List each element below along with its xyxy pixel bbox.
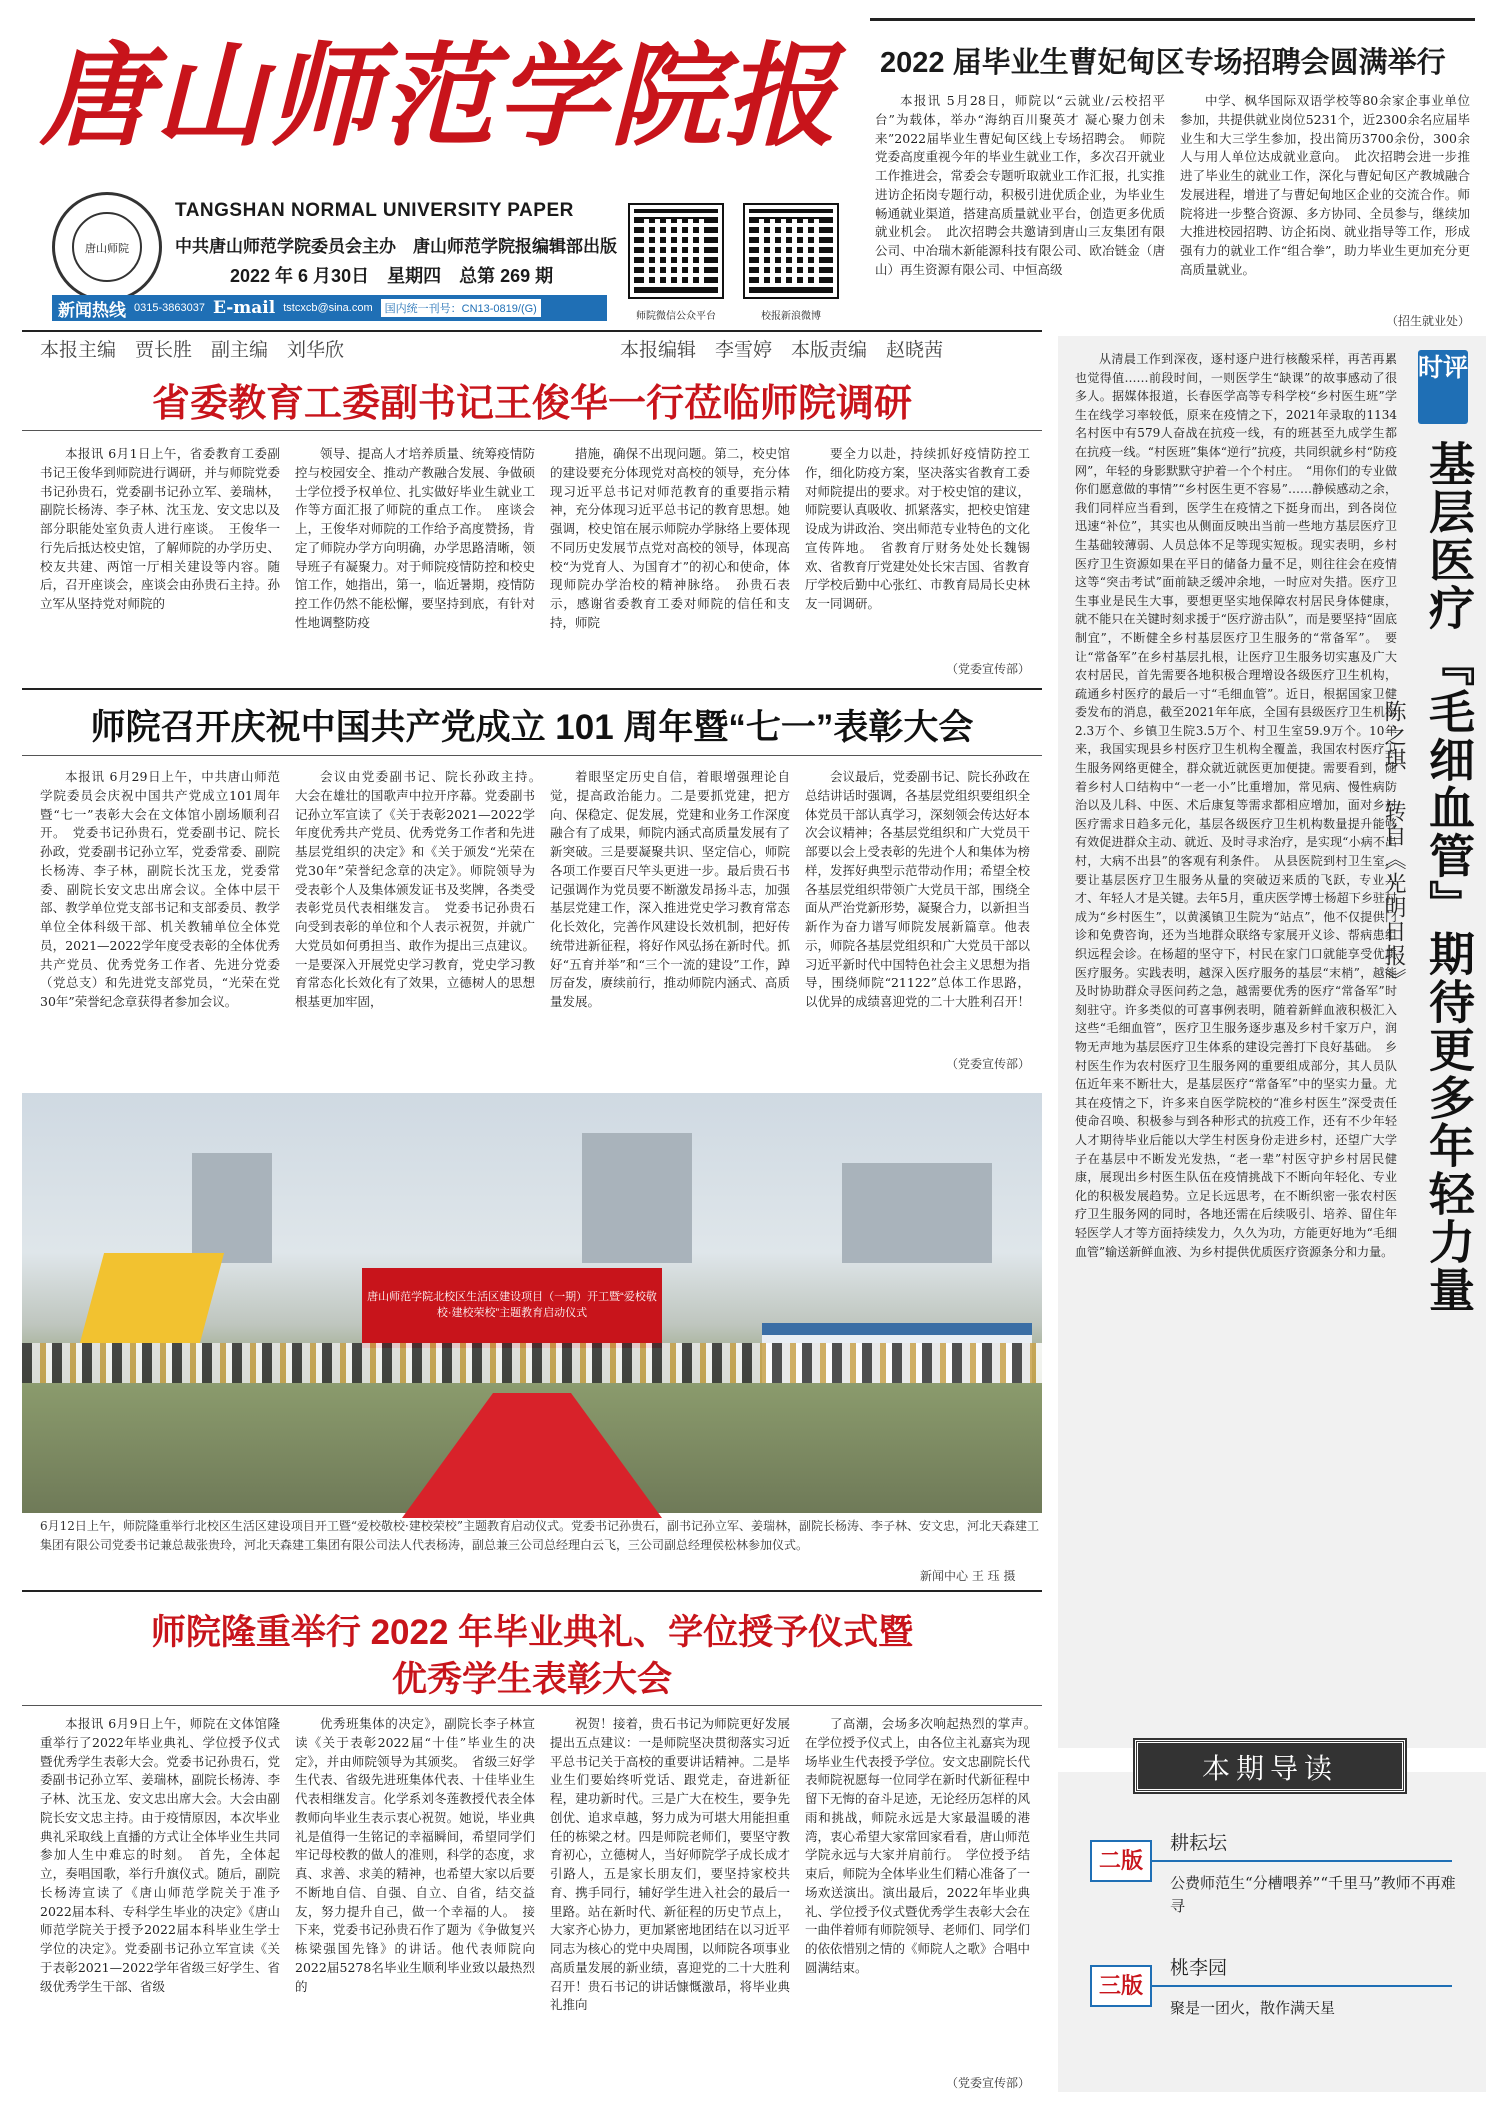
story1-col2: 领导、提高人才培养质量、统筹疫情防控与校园安全、推动产教融合发展、争做硕士学位授予权单位、扎实做好毕业生就业工作等方面汇报了师院的重点工作。 座谈会上，王俊华对师院的工作给予高度赞扬，肯定了师院办学方向明确，办学思路清晰，领导班子有凝聚力。对于师院疫情防控和校史馆工作，她指出，第一，临近暑期，疫情防控工作仍然不能松懈，要坚持到底，有针对性地调整防疫	[295, 446, 535, 630]
guide-section-name: 桃李园	[1170, 1957, 1228, 1979]
story2-rule	[22, 755, 1042, 756]
top-story-headline: 2022 届毕业生曹妃甸区专场招聘会圆满举行	[880, 47, 1446, 79]
story2-col3: 着眼坚定历史自信，着眼增强理论自觉，提高政治能力。二是要抓党建，把方向、保稳定、促发展，党建和业务工作深度融合有了成果，师院内涵式高质量发展有了新突破。三是要凝聚共识、坚定信心，师院各项工作要百尺竿头更进一步。最后贵石书记强调作为党员要不断激发昂扬斗志，加强基层党建工作，深入推进党史学习教育常态化长效化，完善作风建设长效机制，把好传统带进新征程，将好作风弘扬在新时代。抓好“五育并举”和“三个一流的建设”工作，踔厉奋发，赓续前行，推动师院内涵式、高质量发展。	[550, 769, 790, 1009]
commentary-author: 陈之琪	[1381, 700, 1406, 772]
ceremony-photo	[22, 1093, 1042, 1513]
story3-col3: 祝贺！接着，贵石书记为师院更好发展提出五点建议：一是师院坚决贯彻落实习近平总书记关于高校的重要讲话精神。二是毕业生们要始终听党话、跟党走，奋进新征程，建功新时代。三是广大在校生，要争先创优、追求卓越，努力成为可堪大用能担重任的栋梁之材。四是师院老师们，要坚守教育初心，立德树人，当好师院学子成长成才引路人，五是家长朋友们，要坚持家校共育、携手同行，辅好学生进入社会的最后一里路。站在新时代、新征程的历史节点上，大家齐心协力，更加紧密地团结在以习近平同志为核心的党中央周围，以师院各项事业高质量发展的新业绩，喜迎党的二十大胜利召开！贵石书记的讲话慷慨激昂，将毕业典礼推向	[550, 1716, 790, 2013]
masthead-rule	[22, 330, 1042, 332]
story2-top-rule	[22, 688, 1042, 690]
guide-section-name: 耕耘坛	[1170, 1832, 1228, 1854]
story3-headline-line1: 师院隆重举行 2022 年毕业典礼、学位授予仪式暨	[150, 1613, 914, 1652]
story2-headline: 师院召开庆祝中国共产党成立 101 周年暨“七一”表彰大会	[90, 708, 974, 747]
email-address: tstcxcb@sina.com	[283, 302, 373, 314]
weibo-qr-label: 校报新浪微博	[761, 311, 821, 322]
story2-sign: （党委宣传部）	[945, 1057, 1030, 1071]
editor-credits-left: 本报主编 贾长胜 副主编 刘华欣	[40, 339, 345, 361]
photo-building	[192, 1153, 272, 1263]
story2-col2: 会议由党委副书记、院长孙政主持。 大会在雄壮的国歌声中拉开序幕。党委副书记孙立军宣读了《关于表彰2021—2022学年度优秀共产党员、优秀党务工作者和先进基层党组织的决定》和《关于颁发“光荣在党30年”荣誉纪念章的决定》。师院领导为受表彰个人及集体颁发证书及奖牌，各类受表彰党员代表相继发言。 党委书记孙贵石向受到表彰的单位和个人表示祝贺，并就广大党员如何勇担当、敢作为提出三点建议。一是要深入开展党史学习教育，党史学习教育常态化长效化有了效果，立德树人的思想根基更加牢固，	[295, 769, 548, 1009]
guide-section-desc: 公费师范生“分槽喂养”“千里马”教师不再难寻	[1170, 1874, 1456, 1915]
hotline-number: 0315-3863037	[134, 302, 205, 314]
hotline-bar	[52, 295, 607, 321]
story3-col4: 了高潮，会场多次响起热烈的掌声。 在学位授予仪式上，由各位主礼嘉宾为现场毕业生代表授予学位。安文忠副院长代表师院祝愿每一位同学在新时代新征程中留下无悔的奋斗足迹，无论经历怎样的风雨和挑战，师院永远是大家最温暖的港湾，衷心希望大家常回家看看，唐山师范学院永远与大家并肩前行。 学位授予结束后，师院为全体毕业生们精心准备了一场欢送演出。演出最后，2022年毕业典礼、学位授予仪式暨优秀学生表彰大会在一曲伴着师有师院领导、老师们、同学们的依依惜别之情的《师院人之歌》合唱中圆满结束。	[805, 1716, 1043, 1975]
story3-sign: （党委宣传部）	[945, 2076, 1030, 2090]
commentary-body: 从清晨工作到深夜，逐村逐户进行核酸采样，再苦再累也觉得值……前段时间，一则医学生“缺课”的故事感动了很多人。据媒体报道，长春医学高等专科学校“乡村医生班”学生在线学习率较低，原来在疫情之下，2021年录取的1134名村医中有579人奋战在抗疫一线，有的班甚至九成学生都在抗疫一线。“村医班”集体“逆行”抗疫，共同织就乡村“防疫网”，年轻的身影默默守护着一个个村庄。 “用你们的专业做你们愿意做的事情”“乡村医生更不容易”……静候感动之余，我们同样应当看到，医学生在疫情之下挺身而出，到各岗位迅速“补位”，其实也从侧面反映出当前一些地方基层医疗卫生基础较薄弱、人员总体不足等现实短板。现实表明，乡村医疗卫生资源如果在平日的储备力量不足，则往往会在疫情这等“突击考试”面前缺乏缓冲余地，一时应对失措。医疗卫生事业是民生大事，要想更坚实地保障农村居民身体健康，就不能只在关键时刻求援于“医疗游击队”，而是要坚持“固底制宜”，不断健全乡村基层医疗卫生服务的“常备军”。 要让“常备军”在乡村基层扎根，让医疗卫生服务切实惠及广大农村居民，首先需要各地积极合理增设各级医疗卫生机构，疏通乡村医疗的最后一寸“毛细血管”。近日，根据国家卫健委发布的消息，截至2021年年底，全国有县级医疗卫生机构2.3万个、乡镇卫生院3.5万个、村卫生室59.9万个。10年来，我国实现县乡村医疗卫生机构全覆盖，我国农村医疗卫生服务网络更健全，群众就近就医更加便捷。需要看到，随着乡村人口结构中“一老一小”比重增加，常见病、慢性病防治以及儿科、中医、术后康复等需求都相应增加，面对乡村医疗需求日趋多元化，基层各级医疗卫生机构数量提升能够有效促进群众主动、就近、及时寻求治疗，是实现“小病不出村，大病不出县”的客观有利条件。 从县医院到村卫生室，要让基层医疗卫生服务从量的突破迈来质的飞跃，专业人才、年轻人才是关键。去年5月，重庆医学博士杨超下乡驻村成为“乡村医生”，以黄溪镇卫生院为“站点”，他不仅提供门诊和免费咨询，还为当地群众联络专家展开义诊、帮病患组织远程会诊。在杨超的坚守下，村民在家门口就能享受优质医疗服务。实践表明，越深入医疗服务的基层“末梢”，越能及时协助群众寻医问药之急，越需要优秀的医疗“常备军”时刻驻守。许多类似的可喜事例表明，随着新鲜血液积极汇入这些“毛细血管”，医疗卫生服务逐步惠及乡村千家万户，润物无声地为基层医疗卫生体系的建设完善打下良好基础。 乡村医生作为农村医疗卫生服务网的重要组成部分，其人员队伍近年来不断壮大，是基层医疗“常备军”中的坚实力量。尤其在疫情之下，许多来自医学院校的“准乡村医生”深受责任使命召唤、积极参与到各种形式的抗疫工作，还有不少年轻人才期待毕业后能以大学生村医身份走进乡村，还望广大学子在基层中不断发光发热，“老一辈”村医守护乡村居民健康，展现出乡村医生队伍在疫情挑战下不断向年轻化、专业化的积极发展趋势。立足长远思考，在不断织密一张农村医疗卫生服务网的同时，各地还需在后续吸引、培养、留住年轻医学人才等方面持续发力，久久为功，方能更好地为“毛细血管”输送新鲜血液、为乡村提供优质医疗资源条分和力量。	[1075, 352, 1397, 1259]
wechat-qr-code[interactable]	[630, 205, 722, 297]
university-seal	[52, 192, 162, 302]
sponsor-line: 中共唐山师范学院委员会主办 唐山师范学院报编辑部出版	[175, 237, 617, 256]
commentary-tag: 时评	[1418, 350, 1468, 424]
issue-guide-title: 本期导读	[1135, 1740, 1405, 1792]
story1-col3: 措施，确保不出现问题。第二，校史馆的建设要充分体现党对高校的领导，充分体现习近平总书记对师范教育的重要指示精神，充分体现习近平总书记的教育思想。她强调，校史馆在展示师院办学脉络上要体现不同历史发展节点党对高校的领导，体现高校“为党育人、为国育才”的初心和使命，体现师院办学治校的精神脉络。 孙贵石表示，感谢省委教育工委对师院的信任和支持，师院	[550, 446, 790, 630]
hotline-label: 新闻热线	[58, 300, 126, 321]
guide-divider	[1152, 1985, 1452, 1987]
photo-stage-banner	[362, 1268, 662, 1348]
photo-credit: 新闻中心 王 珏 摄	[920, 1569, 1016, 1583]
story3-rule	[22, 1705, 1042, 1706]
seal-text: 唐山师院	[72, 212, 142, 282]
commentary-title-1: 基层医疗	[1423, 440, 1475, 632]
story3-headline-line2: 优秀学生表彰大会	[391, 1660, 672, 1699]
story3-col2: 优秀班集体的决定》，副院长李子林宣读《关于表彰2022届“十佳”毕业生的决定》，并由师院领导为其颁奖。 省级三好学生代表、省级先进班集体代表、十佳毕业生代表相继发言。化学系刘冬莲教授代表全体教师向毕业生表示衷心祝贺。她说，毕业典礼是值得一生铭记的幸福瞬间，希望同学们牢记母校教的做人的准则，科学的态度，求真、求善、求美的精神，也希望大家以后要不断地自信、自强、自立、自省，结交益友，努力提升自己，做一个幸福的人。 接下来，党委书记孙贵石作了题为《争做复兴栋梁强国先锋》的讲话。他代表师院向2022届5278名毕业生顺利毕业致以最热烈的	[295, 1716, 535, 1994]
issn-number: 国内统一刊号：CN13-0819/(G)	[381, 299, 541, 317]
story2-col1: 本报讯 6月29日上午，中共唐山师范学院委员会庆祝中国共产党成立101周年暨“七一”表彰大会在文体馆小剧场顺利召开。 党委书记孙贵石，党委副书记、院长孙政，党委副书记孙立军，党委常委、副院长杨涛、李子林，副院长沈玉龙，党委常委、副院长安文忠出席会议。全体中层干部、教学单位党支部书记和支部委员、教学单位全体科级干部、机关教辅单位全体党员，2021—2022学年度受表彰的全体优秀共产党员、优秀党务工作者、先进分党委（党总支）和先进党支部党员，“光荣在党30年”荣誉纪念章获得者参加会议。	[40, 769, 280, 1009]
email-label: E-mail	[212, 298, 276, 318]
photo-crowd	[22, 1343, 1042, 1383]
photo-building	[842, 1163, 992, 1263]
photo-building	[582, 1133, 692, 1263]
photo-caption: 6月12日上午，师院隆重举行北校区生活区建设项目开工暨“爱校敬校·建校荣校”主题教育启动仪式。党委书记孙贵石，副书记孙立军、姜瑞林，副院长杨涛、李子林、安文忠，河北天森建工集团有限公司党委书记兼总裁张贵玲，河北天森建工集团有限公司法人代表杨涛，副总兼三公司总经理白云飞，三公司副总经理侯松林参加仪式。	[40, 1519, 1039, 1553]
story1-col1: 本报讯 6月1日上午，省委教育工委副书记王俊华到师院进行调研，并与师院党委书记孙贵石，党委副书记孙立军、姜瑞林，副院长杨涛、李子林、沈玉龙、安文忠以及部分职能处室负责人进行座谈。 王俊华一行先后抵达校史馆，了解师院的办学历史、校友共建、两馆一厅相关建设等内容。随后，召开座谈会，座谈会由孙贵石主持。孙立军从坚持党对师院的	[40, 446, 280, 611]
weibo-qr-code[interactable]	[745, 205, 837, 297]
guide-page-badge: 三版	[1090, 1965, 1152, 2007]
guide-item[interactable]	[1090, 1945, 1470, 2065]
top-story-sign: （招生就业处）	[1385, 314, 1470, 328]
story3-col1: 本报讯 6月9日上午，师院在文体馆隆重举行了2022年毕业典礼、学位授予仪式暨优秀学生表彰大会。党委书记孙贵石，党委副书记孙立军、姜瑞林，副院长杨涛、李子林、沈玉龙、安文忠出席大会。大会由副院长安文忠主持。由于疫情原因，本次毕业典礼采取线上直播的方式让全体毕业生共同参加人生中难忘的时刻。 首先，全体起立，奏唱国歌，举行升旗仪式。随后，副院长杨涛宣读了《唐山师范学院关于准予2022届本科、专科学生毕业的决定》《唐山师范学院关于授予2022届本科毕业生学士学位的决定》。党委副书记孙立军宣读《关于表彰2021—2022学年省级三好学生、省级优秀学生干部、省级	[40, 1716, 280, 1994]
photo-excavator	[80, 1253, 224, 1343]
top-story-col1: 本报讯 5月28日，师院以“云就业/云校招平台”为载体，举办“海纳百川聚英才 凝心聚力创未来”2022届毕业生曹妃甸区线上专场招聘会。 师院党委高度重视今年的毕业生就业工作，多次召开就业工作推进会，常委会专题听取就业工作汇报，扎实推进访企拓岗专题行动，积极引进优质企业，为毕业生畅通就业渠道，搭建高质量就业平台，创造更多优质就业机会。 此次招聘会共邀请到唐山三友集团有限公司、中冶瑞木新能源科技有限公司、欧冶链金（唐山）再生资源有限公司、中恒高级	[875, 93, 1165, 277]
photo-red-carpet	[402, 1393, 662, 1518]
commentary-title-quote: 『毛细血管』	[1423, 640, 1475, 928]
commentary-source: 转自《光明日报》	[1381, 800, 1406, 992]
editor-credits-right: 本报编辑 李雪婷 本版责编 赵晓茜	[620, 339, 944, 361]
story1-sign: （党委宣传部）	[945, 662, 1030, 676]
top-rule	[870, 18, 1475, 21]
issue-date: 2022 年 6 月30日 星期四 总第 269 期	[230, 266, 554, 286]
commentary-title-2: 期待更多年轻力量	[1423, 930, 1475, 1314]
guide-divider	[1152, 1860, 1452, 1862]
guide-section-desc: 聚是一团火，散作满天星	[1170, 1999, 1336, 2017]
top-story-col2: 中学、枫华国际双语学校等80余家企事业单位参加，共提供就业岗位5231个，近2300余名应届毕业生和大三学生参加，投出简历3700余份，300余人与用人单位达成就业意向。 此次招聘会进一步推进了毕业生的就业工作，深化与曹妃甸区产教城融合发展进程，增进了与曹妃甸地区企业的交流合作。师院将进一步整合资源、多方协同、全员参与，继续加大推进校园招聘、访企拓岗、就业指导等工作，形成强有力的就业工作“组合拳”，助力毕业生更加充分更高质量就业。	[1180, 93, 1470, 277]
newspaper-title: 唐山师范学院报	[40, 31, 838, 162]
story3-top-rule	[22, 1590, 1042, 1592]
wechat-qr-label: 师院微信公众平台	[636, 311, 716, 322]
stage-banner-text: 唐山师范学院北校区生活区建设项目（一期）开工暨“爱校敬校·建校荣校”主题教育启动仪式	[367, 1291, 657, 1319]
story1-rule	[22, 430, 1042, 431]
guide-item[interactable]	[1090, 1820, 1470, 1940]
newspaper-english-title: TANGSHAN NORMAL UNIVERSITY PAPER	[175, 200, 574, 221]
story1-col4: 要全力以赴，持续抓好疫情防控工作，细化防疫方案，坚决落实省教育工委对师院提出的要求。对于校史馆的建议，师院要认真吸收、抓紧落实，把校史馆建设成为讲政治、突出师范专业特色的文化宣传阵地。 省教育厅财务处处长魏锡欢、省教育厅党建处处长宋吉国、省教育厅学校后勤中心张红、市教育局局长史林友一同调研。	[805, 446, 1031, 611]
story2-col4: 会议最后，党委副书记、院长孙政在总结讲话时强调，各基层党组织要组织全体党员干部认真学习，深刻领会传达好本次会议精神；各基层党组织和广大党员干部要以会上受表彰的先进个人和集体为榜样，发挥好典型示范带动作用；希望全校各基层党组织带领广大党员干部，围绕全面从严治党新形势，凝聚合力，以新担当新作为奋力谱写师院发展新篇章。他表示，师院各基层党组织和广大党员干部以习近平新时代中国特色社会主义思想为指导，围绕师院“21122”总体工作思路，以优异的成绩喜迎党的二十大胜利召开！	[805, 769, 1031, 1009]
story1-headline: 省委教育工委副书记王俊华一行莅临师院调研	[151, 383, 912, 425]
guide-page-badge: 二版	[1090, 1840, 1152, 1882]
